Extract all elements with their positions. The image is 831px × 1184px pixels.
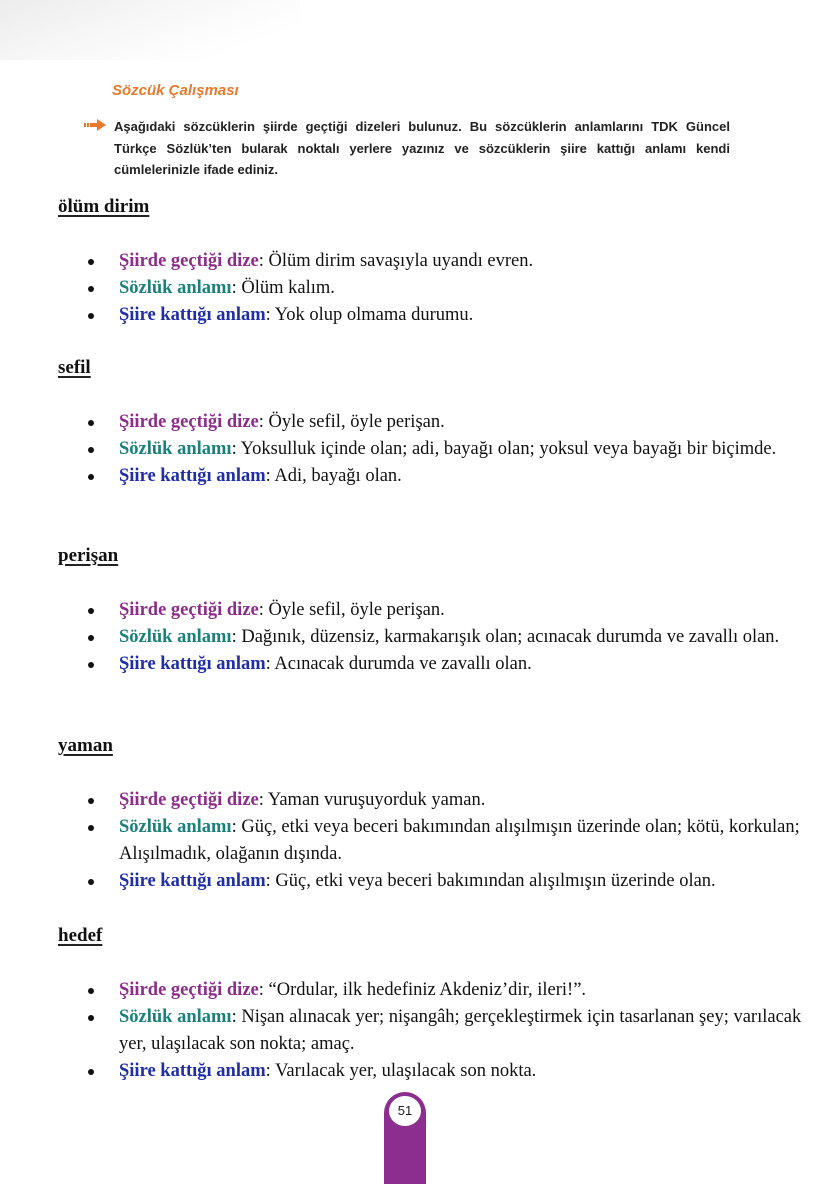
list-item [84, 624, 809, 651]
kattigi-label: Şiire kattığı anlam [119, 654, 266, 674]
list-item [84, 248, 809, 275]
dize-text: : “Ordular, ilk hedefiniz Akdeniz’dir, ileri!”. [258, 980, 587, 1000]
bullet [88, 825, 94, 831]
bullet [88, 608, 94, 614]
sozluk-label: Sözlük anlamı [119, 439, 232, 459]
bullet [88, 259, 94, 265]
sozluk-text: : Yoksulluk içinde olan; adi, bayağı olan; yoksul veya bayağı bir biçimde. [231, 439, 777, 459]
bullet [88, 662, 94, 668]
kattigi-text: : Yok olup olmama durumu. [265, 305, 474, 325]
dize-text: : Ölüm dirim savaşıyla uyandı evren. [258, 251, 534, 271]
dize-label: Şiirde geçtiği dize [119, 980, 259, 1000]
entry-list [84, 597, 809, 678]
bullet [88, 879, 94, 885]
kattigi-label: Şiire kattığı anlam [119, 1061, 266, 1081]
corner-shade [0, 0, 300, 60]
bullet [88, 447, 94, 453]
dize-label: Şiirde geçtiği dize [119, 251, 259, 271]
sozluk-label: Sözlük anlamı [119, 627, 232, 647]
bullet [88, 1069, 94, 1075]
sozluk-text: : Güç, etki veya beceri bakımından alışılmışın üzerinde olan; kötü, korkulan; Alışılmadık, olağanın dışında. [119, 817, 800, 864]
list-item [84, 597, 809, 624]
list-item [84, 275, 809, 302]
word-heading-hedef: hedef [58, 925, 103, 946]
word-heading-olum-dirim: ölüm dirim [58, 196, 150, 217]
entry-list [84, 409, 809, 490]
kattigi-text: : Varılacak yer, ulaşılacak son nokta. [265, 1061, 537, 1081]
sozluk-text: : Ölüm kalım. [231, 278, 335, 298]
section-title: Sözcük Çalışması [112, 82, 239, 99]
dize-text: : Yaman vuruşuyorduk yaman. [258, 790, 486, 810]
bullet [88, 313, 94, 319]
bullet [88, 798, 94, 804]
kattigi-label: Şiire kattığı anlam [119, 466, 266, 486]
list-item [84, 463, 809, 490]
sozluk-text: : Dağınık, düzensiz, karmakarışık olan; acınacak durumda ve zavallı olan. [231, 627, 780, 647]
sozluk-label: Sözlük anlamı [119, 817, 232, 837]
sozluk-label: Sözlük anlamı [119, 1007, 232, 1027]
dize-label: Şiirde geçtiği dize [119, 412, 259, 432]
list-item [84, 868, 809, 895]
list-item [84, 787, 809, 814]
dize-label: Şiirde geçtiği dize [119, 600, 259, 620]
bullet [88, 1015, 94, 1021]
list-item [84, 409, 809, 436]
list-item [84, 302, 809, 329]
dize-text: : Öyle sefil, öyle perişan. [258, 600, 445, 620]
word-heading-sefil: sefil [58, 357, 91, 378]
instruction-text: Aşağıdaki sözcüklerin şiirde geçtiği dizeleri bulunuz. Bu sözcüklerin anlamlarını TDK Güncel Türkçe Sözlük’ten bularak noktalı yerlere yazınız ve sözcüklerin şiire kattığı anlamı kendi cümlelerinizle ifade ediniz. [114, 119, 730, 177]
list-item [84, 1058, 809, 1085]
bullet [88, 635, 94, 641]
dize-text: : Öyle sefil, öyle perişan. [258, 412, 445, 432]
kattigi-text: : Güç, etki veya beceri bakımından alışılmışın üzerinde olan. [265, 871, 716, 891]
page-number: 51 [389, 1096, 421, 1126]
dize-label: Şiirde geçtiği dize [119, 790, 259, 810]
list-item [84, 1004, 809, 1058]
word-heading-perisan: perişan [58, 545, 119, 566]
bullet [88, 420, 94, 426]
list-item [84, 651, 809, 678]
sozluk-text: : Nişan alınacak yer; nişangâh; gerçekleştirmek için tasarlanan şey; varılacak yer, ulaşılacak son nokta; amaç. [119, 1007, 802, 1054]
bullet [88, 286, 94, 292]
kattigi-label: Şiire kattığı anlam [119, 871, 266, 891]
entry-list [84, 248, 809, 329]
list-item [84, 436, 809, 463]
entry-list [84, 787, 809, 895]
list-item [84, 977, 809, 1004]
bullet [88, 474, 94, 480]
arrow-right-icon [84, 119, 106, 131]
kattigi-text: : Adi, bayağı olan. [265, 466, 402, 486]
kattigi-text: : Acınacak durumda ve zavallı olan. [265, 654, 532, 674]
entry-list [84, 977, 809, 1085]
list-item [84, 814, 809, 868]
sozluk-label: Sözlük anlamı [119, 278, 232, 298]
word-heading-yaman: yaman [58, 735, 113, 756]
kattigi-label: Şiire kattığı anlam [119, 305, 266, 325]
bullet [88, 988, 94, 994]
